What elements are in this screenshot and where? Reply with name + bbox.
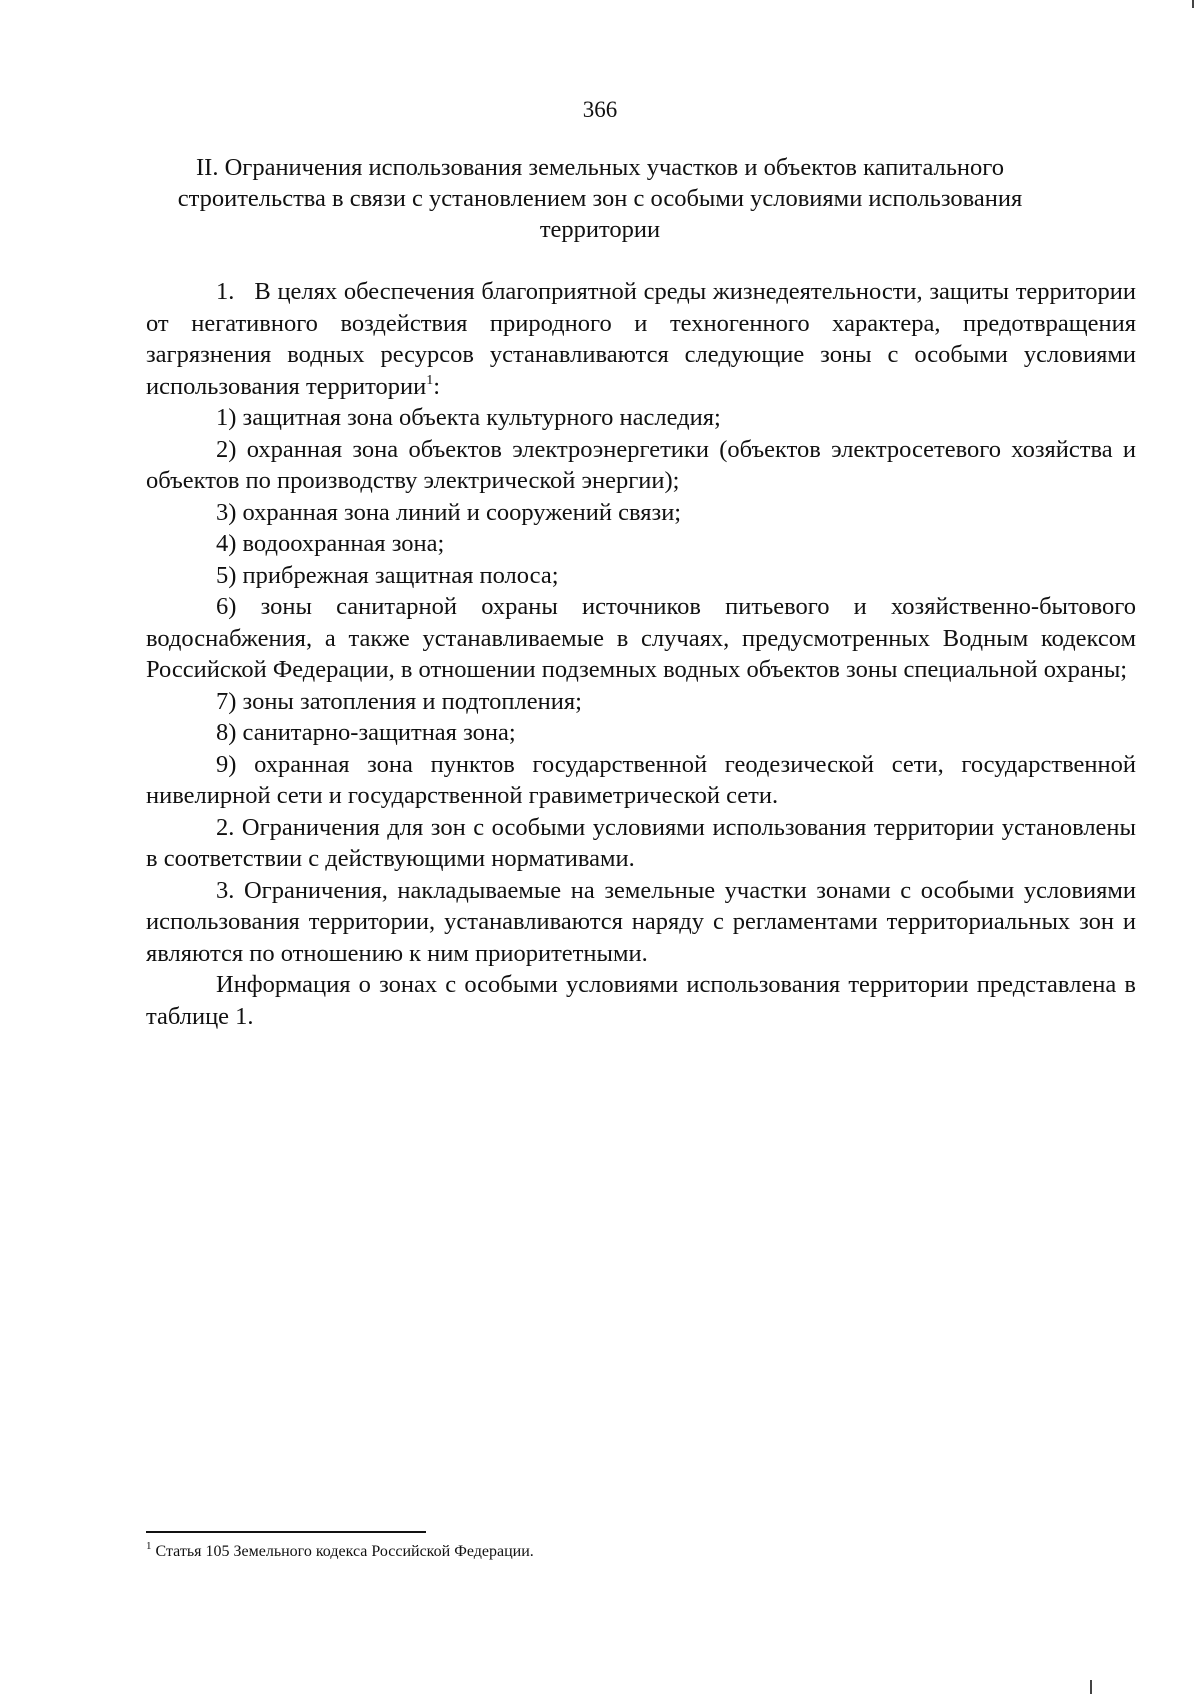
paragraph-3: 3. Ограничения, накладываемые на земельные участки зонами с особыми условиями использования территории, устанавливаются наряду с регламентами территориальных зон и являются по отношению к ним приоритетными. [146,876,1136,967]
list-item-1: 1) защитная зона объекта культурного наследия; [216,404,721,431]
paragraph-1-text: 1. В целях обеспечения благоприятной среды жизнедеятельности, защиты территории от негативного воздействия природного и техногенного характера, предотвращения загрязнения водных ресурсов устанавливаются следующие зоны с особыми условиями использования территории [146,278,1136,400]
page-number: 366 [582,97,618,122]
list-item-6: 6) зоны санитарной охраны источников питьевого и хозяйственно-бытового водоснабжения, а также устанавливаемые в случаях, предусмотренных Водным кодексом Российской Федерации, в отношении подземных водных объектов зоны специальной охраны; [146,593,1136,683]
body-text [146,276,1136,1032]
footnote-divider [146,1531,426,1533]
list-item-5: 5) прибрежная защитная полоса; [216,561,559,589]
section-title: II. Ограничения использования земельных участков и объектов капитального строительства в связи с установлением зон с особыми условиями использования территории [177,154,1023,243]
list-item-9: 9) охранная зона пунктов государственной геодезической сети, государственной нивелирной сети и государственной гравиметрической сети. [146,750,1136,809]
list-item-2: 2) охранная зона объектов электроэнергетики (объектов электросетевого хозяйства и объектов по производству электрической энергии); [146,435,1136,494]
paragraph-1 [146,276,1136,402]
list-item-7: 7) зоны затопления и подтопления; [216,687,582,715]
paragraph-4: Информация о зонах с особыми условиями использования территории представлена в таблице 1. [146,971,1136,1030]
footnote [146,1542,1046,1562]
footnote-marker: 1 [146,1540,152,1552]
list-item-8: 8) санитарно-защитная зона; [216,719,516,746]
footnote-text: Статья 105 Земельного кодекса Российской Федерации. [151,1543,534,1560]
paragraph-2: 2. Ограничения для зон с особыми условиями использования территории установлены в соответствии с действующими нормативами. [146,813,1136,872]
footnote-reference: 1 [426,372,434,388]
scan-mark-bottom-right [1090,1680,1092,1694]
list-item-3: 3) охранная зона линий и сооружений связи; [216,498,682,526]
scan-mark-top-right [1192,0,1194,8]
list-item-4: 4) водоохранная зона; [216,530,445,557]
paragraph-1-colon: : [433,372,441,400]
